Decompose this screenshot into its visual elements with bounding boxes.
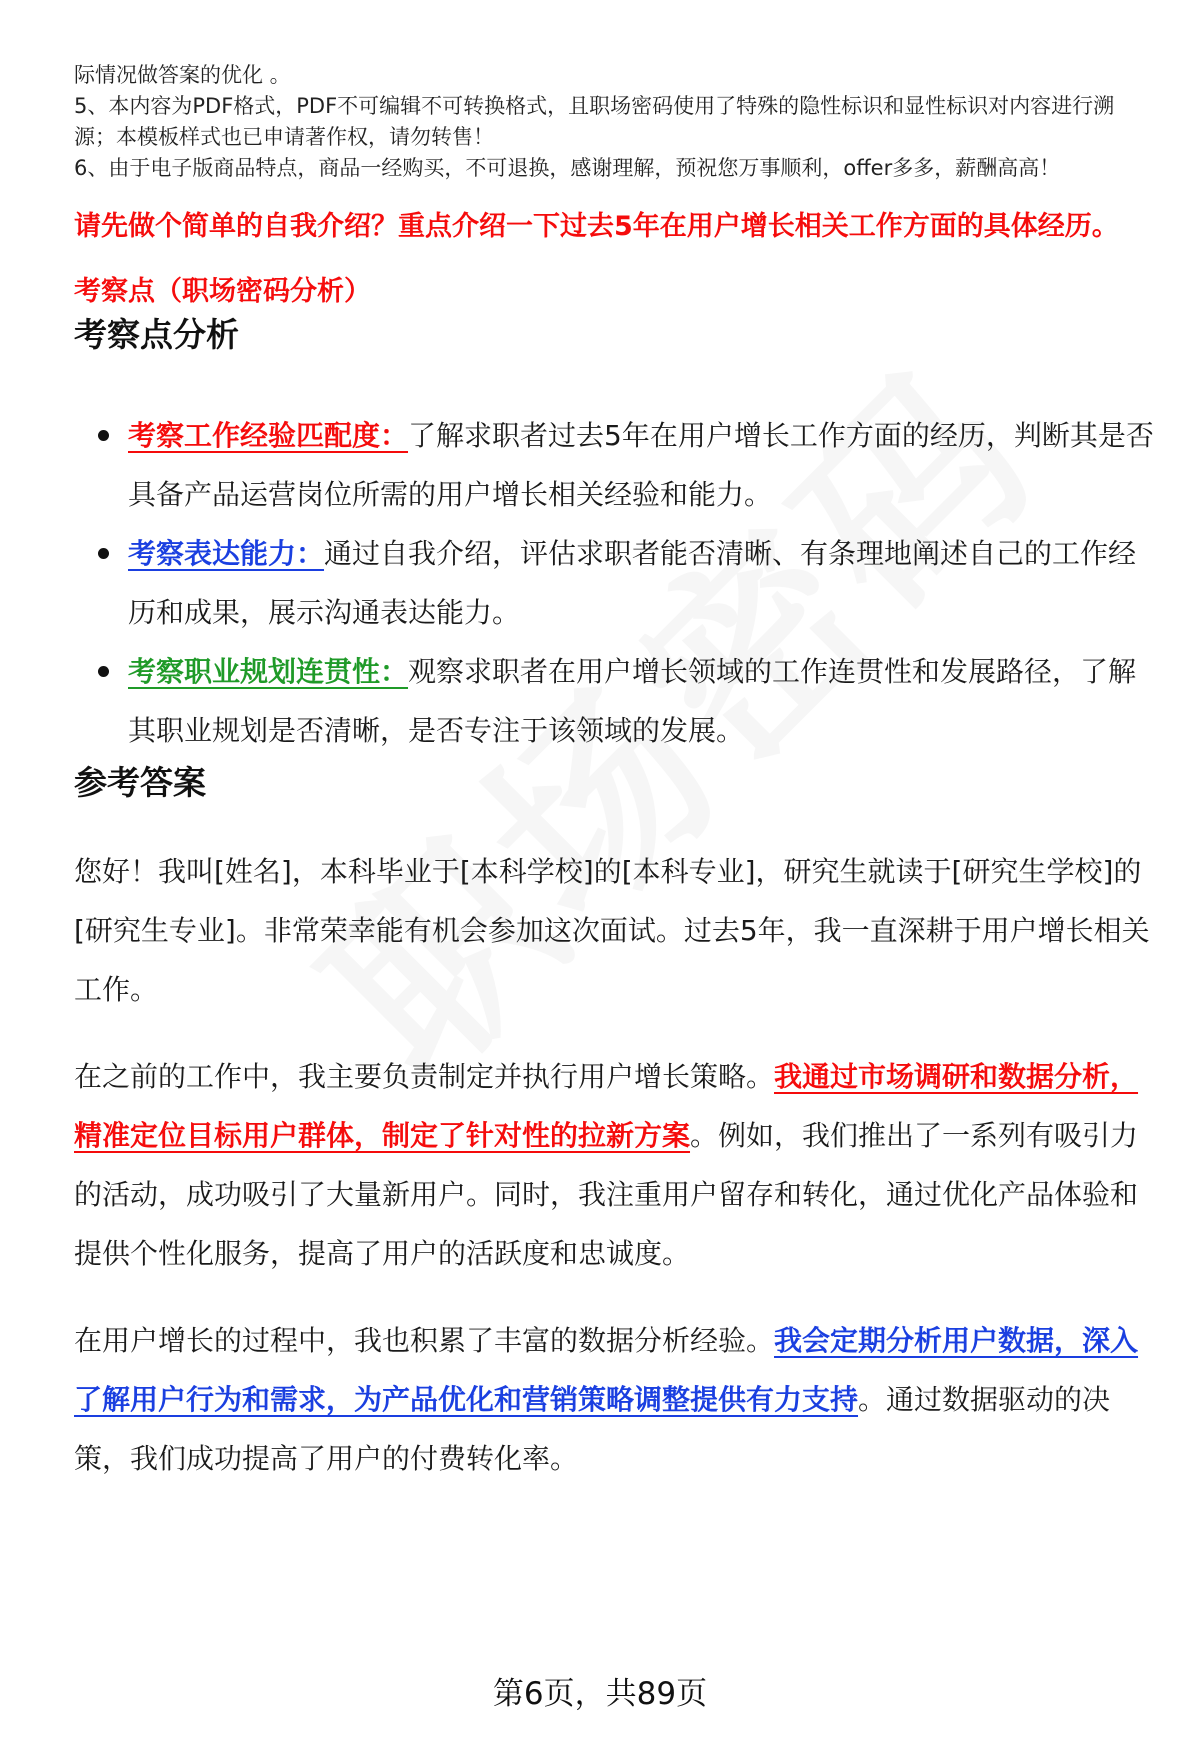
analysis-heading: 考察点分析 [74,315,239,354]
analysis-list [74,406,1154,760]
exam-point-label: 考察点（职场密码分析） [74,276,371,307]
highlighted-text: 我会定期分析用户数据，深入了解用户行为和需求，为产品优化和营销策略调整提供有力支持 [74,1324,1139,1416]
bullet-icon [98,548,109,559]
document-page [74,0,1154,1488]
answer-paragraph [74,1047,1154,1283]
point-text: 通过自我介绍，评估求职者能否清晰、有条理地阐述自己的工作经历和成果，展示沟通表达能力。 [128,537,1137,629]
interview-question: 请先做个简单的自我介绍？重点介绍一下过去5年在用户增长相关工作方面的具体经历。 [74,211,1119,242]
bullet-icon [98,430,109,441]
intro-line: 际情况做答案的优化 。 [74,63,291,87]
paragraph-text: 。例如，我们推出了一系列有吸引力的活动，成功吸引了大量新用户。同时，我注重用户留存和转化，通过优化产品体验和提供个性化服务，提高了用户的活跃度和忠诚度。 [74,1119,1139,1270]
intro-line: 6、由于电子版商品特点，商品一经购买，不可退换，感谢理解，预祝您万事顺利，offer多多，薪酬高高！ [74,156,1061,180]
bullet-icon [98,666,109,677]
paragraph-text: 在用户增长的过程中，我也积累了丰富的数据分析经验。 [74,1324,775,1357]
point-keyword: 考察职业规划连贯性： [128,655,409,688]
intro-notes [74,60,1154,184]
answer-paragraph: 您好！我叫[姓名]，本科毕业于[本科学校]的[本科专业]，研究生就读于[研究生学校]的[研究生专业]。非常荣幸能有机会参加这次面试。过去5年，我一直深耕于用户增长相关工作。 [74,855,1150,1006]
point-keyword: 考察工作经验匹配度： [128,419,409,452]
page-number: 第6页，共89页 [492,1676,708,1712]
answer-paragraph [74,1311,1154,1488]
highlighted-text: 我通过市场调研和数据分析，精准定位目标用户群体，制定了针对性的拉新方案 [74,1060,1139,1152]
paragraph-text: 。通过数据驱动的决策，我们成功提高了用户的付费转化率。 [74,1383,1111,1475]
list-item [74,642,1154,760]
paragraph-text: 在之前的工作中，我主要负责制定并执行用户增长策略。 [74,1060,775,1093]
point-keyword: 考察表达能力： [128,537,325,570]
point-text: 观察求职者在用户增长领域的工作连贯性和发展路径，了解其职业规划是否清晰，是否专注于该领域的发展。 [128,655,1137,747]
list-item [74,524,1154,642]
point-text: 了解求职者过去5年在用户增长工作方面的经历，判断其是否具备产品运营岗位所需的用户增长相关经验和能力。 [128,419,1154,511]
intro-line: 5、本内容为PDF格式，PDF不可编辑不可转换格式，且职场密码使用了特殊的隐性标识和显性标识对内容进行溯源；本模板样式也已申请著作权，请勿转售！ [74,94,1115,149]
answer-heading: 参考答案 [74,763,206,802]
list-item [74,406,1154,524]
